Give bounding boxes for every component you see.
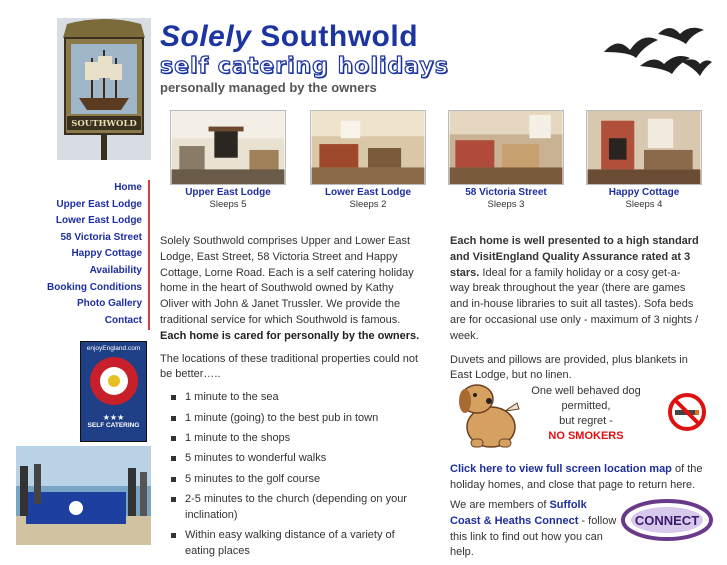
nav-home[interactable]: Home: [114, 182, 142, 193]
location-map-link[interactable]: Click here to view full screen location map: [450, 463, 672, 475]
nav-58-victoria-street[interactable]: 58 Victoria Street: [60, 231, 142, 243]
property-link-happy-cottage[interactable]: Happy Cottage: [608, 187, 680, 198]
property-photo-lower-east-lodge[interactable]: [310, 110, 426, 185]
property-photo-upper-east-lodge[interactable]: [170, 110, 286, 185]
intro-column: [160, 234, 422, 565]
list-item: 5 minutes to wonderful walks: [160, 451, 422, 467]
nav-photo-gallery[interactable]: Photo Gallery: [76, 298, 142, 310]
intro-text: Solely Southwold comprises Upper and Lower East Lodge, East Street, 58 Victoria Street and Happy Cottage, Lorne Road. Each is a self catering holiday home in the heart of Southwold owned by Kathy Oliver with John & Janet Trussler. We provide the traditional service for which Southwold is famous.: [160, 235, 414, 326]
nav-happy-cottage[interactable]: Happy Cottage: [71, 248, 142, 260]
nav-booking-conditions[interactable]: Booking Conditions: [47, 281, 142, 293]
property-happy-cottage[interactable]: [586, 110, 702, 210]
tagline: personally managed by the owners: [160, 80, 377, 95]
sign-text: SOUTHWOLD: [71, 119, 137, 129]
property-sleeps-lower-east-lodge: Sleeps 2: [349, 199, 387, 210]
members-paragraph: [450, 498, 620, 561]
connect-logo-text: CONNECT: [634, 513, 700, 528]
quality-bold: Each home is well presented to a high standard and VisitEngland Quality Assurance rated at 3 stars.: [450, 235, 699, 279]
list-item: 5 minutes to the golf course: [160, 472, 422, 488]
locations-lead: The locations of these traditional properties could not be better…..: [160, 352, 419, 381]
property-link-58-victoria-street[interactable]: 58 Victoria Street: [465, 187, 547, 198]
dog-line-2: but regret -: [559, 415, 613, 427]
location-map-paragraph: [450, 462, 712, 494]
tudor-rose-icon: [88, 355, 140, 407]
property-upper-east-lodge[interactable]: [170, 110, 286, 210]
nav-contact[interactable]: Contact: [104, 314, 142, 326]
site-subtitle: self catering holidays: [160, 54, 449, 79]
property-photo-happy-cottage[interactable]: [586, 110, 702, 185]
quality-paragraph: [450, 234, 700, 345]
seagulls-image: [600, 22, 714, 82]
left-navigation: [20, 180, 150, 330]
site-title-southwold: Southwold: [260, 20, 419, 53]
connect-logo[interactable]: [621, 498, 713, 542]
enjoy-england-badge[interactable]: [80, 341, 147, 442]
property-link-lower-east-lodge[interactable]: Lower East Lodge: [324, 187, 412, 198]
badge-label: SELF CATERING: [87, 422, 140, 429]
dog-cartoon-image: [453, 377, 525, 451]
property-lower-east-lodge[interactable]: [310, 110, 426, 210]
intro-bold: Each home is cared for personally by the owners.: [160, 329, 420, 342]
blue-flag-beach-photo: [16, 446, 151, 545]
southwold-town-sign-image: [57, 18, 151, 160]
dog-line-1: One well behaved dog permitted,: [531, 385, 641, 412]
quality-text: Ideal for a family holiday or a cosy get-a-way break throughout the year (there are games and in-house libraries to suit all tastes). Sofa beds are for occasional use only - maximum of 3 nights / week.: [450, 266, 699, 342]
locations-list: [160, 390, 422, 560]
badge-site: enjoyEngland.com: [86, 345, 141, 352]
members-rest: - follow this link to find out how you can help.: [450, 514, 617, 559]
intro-paragraph: [160, 234, 422, 345]
no-smoking-icon: [667, 392, 707, 432]
badge-stars: ★★★: [102, 413, 125, 422]
site-title-solely: Solely: [160, 20, 252, 53]
location-map-text: of the holiday homes, and close that page to return here.: [450, 463, 703, 491]
site-title: [160, 20, 418, 54]
list-item: Within easy walking distance of a variety of eating places: [160, 528, 422, 560]
property-sleeps-58-victoria-street: Sleeps 3: [487, 199, 525, 210]
duvets-paragraph: Duvets and pillows are provided, plus blankets in East Lodge, but no linen.: [450, 353, 688, 382]
details-column: [450, 234, 700, 392]
dog-policy: [523, 384, 649, 444]
nav-upper-east-lodge[interactable]: Upper East Lodge: [56, 198, 142, 210]
nav-lower-east-lodge[interactable]: Lower East Lodge: [55, 215, 142, 227]
members-lead: We are members of: [450, 499, 550, 511]
property-58-victoria-street[interactable]: [448, 110, 564, 210]
list-item: 1 minute (going) to the best pub in town: [160, 411, 422, 427]
list-item: 1 minute to the sea: [160, 390, 422, 406]
property-sleeps-happy-cottage: Sleeps 4: [625, 199, 663, 210]
property-link-upper-east-lodge[interactable]: Upper East Lodge: [185, 187, 271, 198]
property-photo-58-victoria-street[interactable]: [448, 110, 564, 185]
suffolk-coast-link[interactable]: Suffolk Coast & Heaths Connect: [450, 499, 587, 527]
nav-availability[interactable]: Availability: [89, 264, 142, 276]
no-smokers-label: NO SMOKERS: [548, 430, 624, 442]
property-sleeps-upper-east-lodge: Sleeps 5: [209, 199, 247, 210]
list-item: 1 minute to the shops: [160, 431, 422, 447]
list-item: 2-5 minutes to the church (depending on your inclination): [160, 492, 422, 524]
